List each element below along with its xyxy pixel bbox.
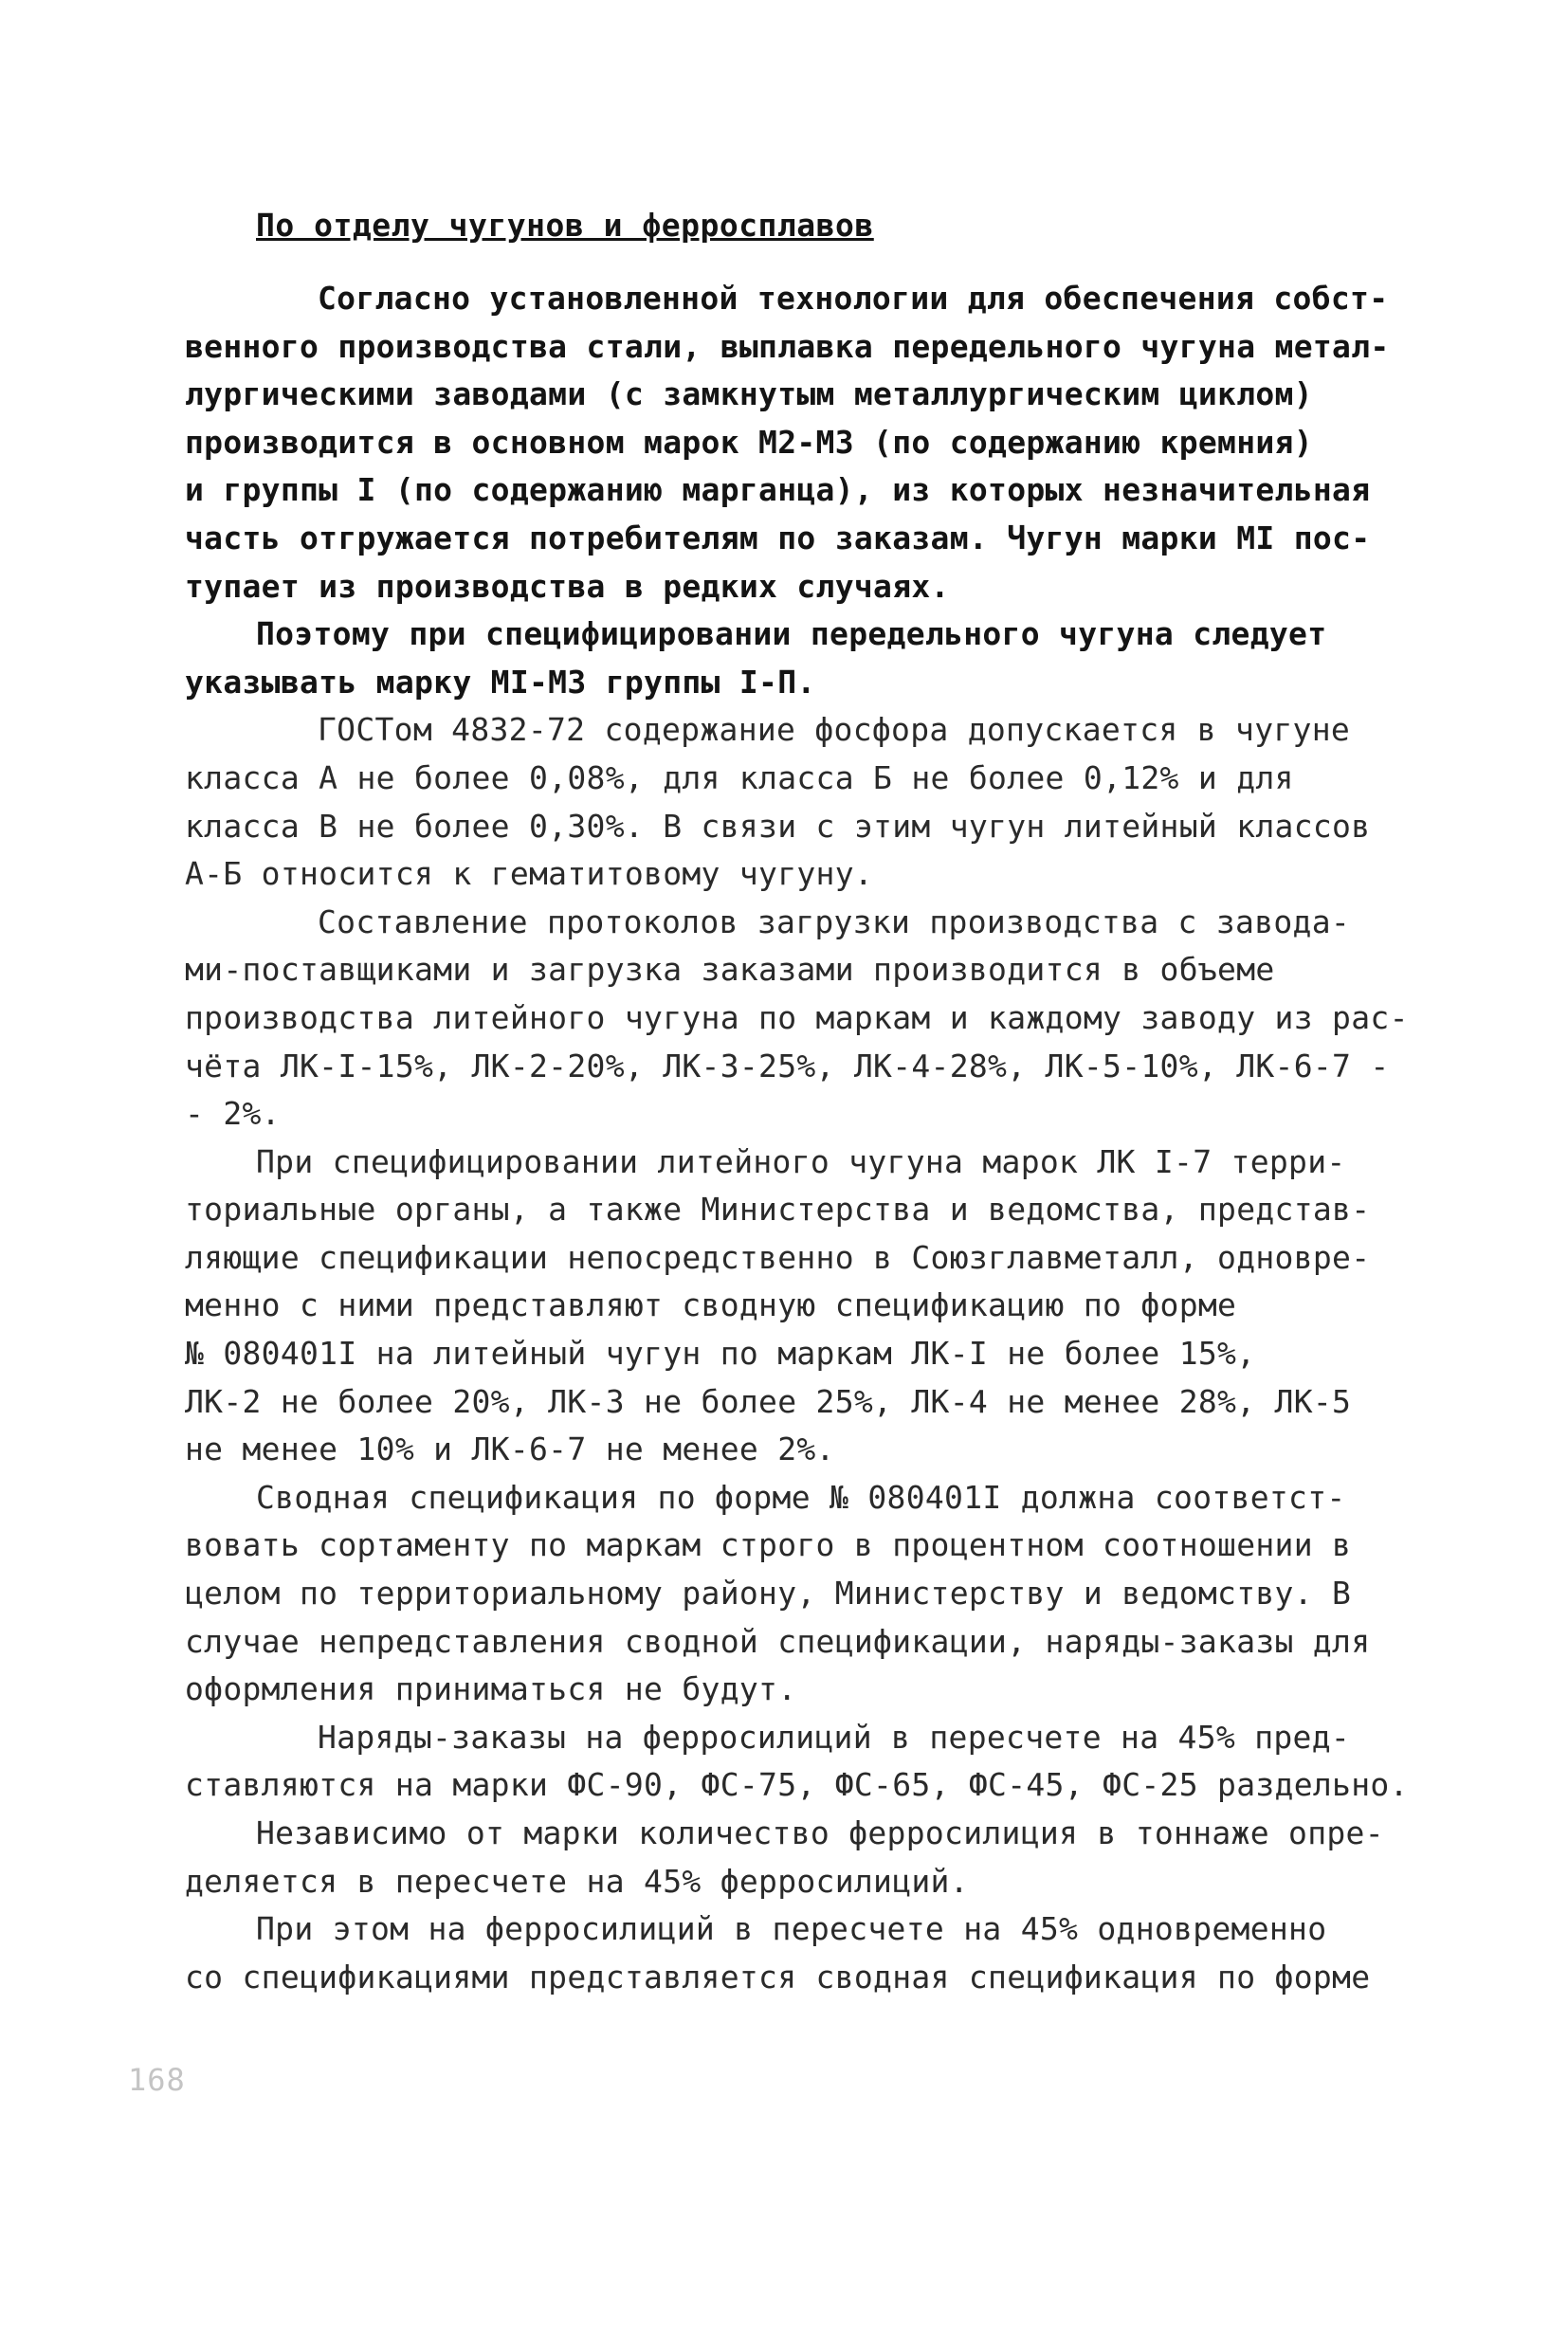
text-line: тупает из производства в редких случаях.: [185, 567, 950, 605]
text-line: оформления приниматься не будут.: [185, 1670, 797, 1708]
text-line: часть отгружается потребителям по заказам. Чугун марки МI пос-: [185, 519, 1371, 556]
paragraph: [185, 1714, 1417, 1810]
text-line: Согласно установленной технологии для обеспечения собст-: [318, 280, 1389, 317]
section-heading: По отделу чугунов и ферросплавов: [256, 207, 874, 244]
text-line: При специфицировании литейного чугуна марок ЛК I-7 терри-: [256, 1142, 1346, 1180]
text-line: со спецификациями представляется сводная спецификация по форме: [185, 1958, 1371, 1996]
paragraph: [185, 1905, 1417, 2001]
paragraph: [185, 611, 1417, 706]
text-line: случае непредставления сводной спецификации, наряды-заказы для: [185, 1622, 1371, 1660]
text-line: не менее 10% и ЛК-6-7 не менее 2%.: [185, 1431, 835, 1468]
paragraph: [185, 1810, 1417, 1905]
text-line: производства литейного чугуна по маркам и каждому заводу из рас-: [185, 998, 1409, 1036]
text-line: указывать марку МI-М3 группы I-П.: [185, 663, 816, 701]
text-line: ставляются на марки ФС-90, ФС-75, ФС-65, ФС-45, ФС-25 раздельно.: [185, 1766, 1409, 1804]
paragraph: [185, 275, 1417, 611]
body-text: [185, 275, 1417, 2001]
text-line: производится в основном марок М2-М3 (по содержанию кремния): [185, 423, 1313, 461]
text-line: венного производства стали, выплавка передельного чугуна метал-: [185, 327, 1390, 365]
text-line: - 2%.: [185, 1095, 281, 1133]
text-line: Составление протоколов загрузки производства с завода-: [318, 902, 1351, 940]
text-line: При этом на ферросилиций в пересчете на 45% одновременно: [256, 1910, 1327, 1948]
text-line: деляется в пересчете на 45% ферросилиций.: [185, 1862, 969, 1900]
text-line: менно с ними представляют сводную спецификацию по форме: [185, 1286, 1237, 1324]
text-line: ториальные органы, а также Министерства и ведомства, представ-: [185, 1191, 1371, 1229]
text-line: Независимо от марки количество ферросилиция в тоннаже опре-: [256, 1814, 1384, 1851]
text-line: класса А не более 0,08%, для класса Б не более 0,12% и для: [185, 758, 1294, 796]
text-line: ми-поставщиками и загрузка заказами производится в объеме: [185, 951, 1275, 989]
text-line: чёта ЛК-I-15%, ЛК-2-20%, ЛК-3-25%, ЛК-4-28%, ЛК-5-10%, ЛК-6-7 -: [185, 1047, 1390, 1084]
text-line: А-Б относится к гематитовому чугуну.: [185, 855, 874, 893]
paragraph: [185, 1139, 1417, 1474]
page-number: 168: [128, 2062, 186, 2098]
paragraph: [185, 706, 1417, 898]
text-line: Поэтому при специфицировании передельного чугуна следует: [256, 615, 1327, 653]
text-line: ГОСТом 4832-72 содержание фосфора допускается в чугуне: [318, 711, 1351, 749]
text-line: № 080401I на литейный чугун по маркам ЛК-I не более 15%,: [185, 1335, 1256, 1373]
text-line: лургическими заводами (с замкнутым металлургическим циклом): [185, 375, 1313, 413]
text-line: и группы I (по содержанию марганца), из которых незначительная: [185, 471, 1371, 509]
text-line: ляющие спецификации непосредственно в Союзглавметалл, одновре-: [185, 1238, 1371, 1276]
text-line: ЛК-2 не более 20%, ЛК-3 не более 25%, ЛК-4 не менее 28%, ЛК-5: [185, 1382, 1352, 1420]
text-line: класса В не более 0,30%. В связи с этим чугун литейный классов: [185, 807, 1371, 845]
text-line: Наряды-заказы на ферросилиций в пересчете на 45% пред-: [318, 1718, 1351, 1756]
text-line: целом по территориальному району, Министерству и ведомству. В: [185, 1575, 1352, 1613]
paragraph: [185, 1474, 1417, 1714]
paragraph: [185, 899, 1417, 1139]
text-line: Сводная спецификация по форме № 080401I должна соответст-: [256, 1478, 1346, 1516]
text-line: вовать сортаменту по маркам строго в процентном соотношении в: [185, 1526, 1352, 1564]
